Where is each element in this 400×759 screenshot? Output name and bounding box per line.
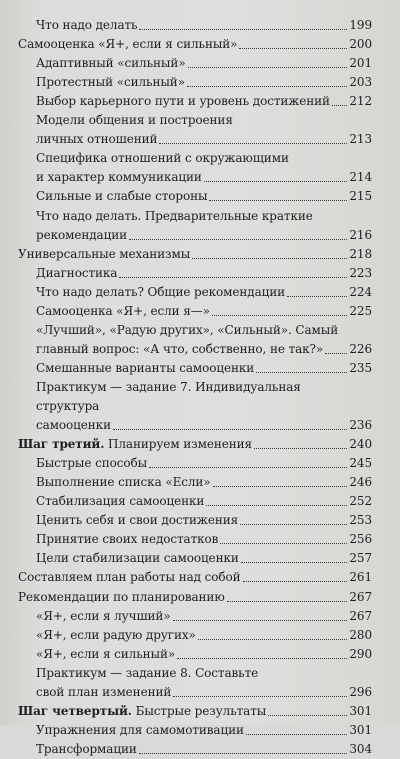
toc-page-number: 261 bbox=[349, 570, 372, 585]
toc-entry-title-line: рекомендации bbox=[36, 227, 127, 242]
toc-page-number: 301 bbox=[349, 703, 372, 718]
toc-entry[interactable] bbox=[0, 435, 400, 454]
toc-entry[interactable] bbox=[0, 187, 400, 206]
toc-entry[interactable] bbox=[0, 702, 400, 721]
toc-page-number: 296 bbox=[349, 684, 372, 699]
toc-entry[interactable] bbox=[0, 321, 400, 359]
toc-entry-title-line: Специфика отношений с окружающими bbox=[36, 151, 289, 166]
toc-page-number: 257 bbox=[349, 551, 372, 566]
dot-leader bbox=[149, 467, 347, 468]
dot-leader bbox=[192, 258, 347, 259]
toc-page-number: 267 bbox=[349, 589, 372, 604]
toc-entry-title-line: Выполнение списка «Если» bbox=[36, 475, 211, 490]
toc-entry-title-line: «Я+, если радую других» bbox=[36, 627, 196, 642]
toc-entry-title-line: «Лучший», «Радую других», «Сильный». Самый bbox=[36, 322, 339, 337]
toc-entry-title-line: «Я+, если я лучший» bbox=[36, 608, 171, 623]
dot-leader bbox=[241, 562, 347, 563]
toc-page-number: 246 bbox=[349, 475, 372, 490]
toc-entry-title-line: «Я+, если я сильный» bbox=[36, 646, 176, 661]
toc-entry-title: Быстрые результаты bbox=[135, 703, 267, 718]
toc-entry[interactable] bbox=[0, 492, 400, 511]
toc-entry[interactable] bbox=[0, 73, 400, 92]
toc-entry[interactable] bbox=[0, 207, 400, 245]
toc-entry[interactable] bbox=[0, 245, 400, 264]
dot-leader bbox=[213, 486, 347, 487]
toc-entry[interactable] bbox=[0, 378, 400, 435]
toc-entry-title-line: самооценки bbox=[36, 418, 111, 433]
dot-leader bbox=[209, 200, 347, 201]
toc-page-number: 290 bbox=[349, 646, 372, 661]
toc-page-number: 304 bbox=[349, 741, 372, 756]
toc-page-number: 200 bbox=[349, 37, 372, 52]
toc-entry-title-line: Упражнения для самомотивации bbox=[36, 722, 244, 737]
toc-entry[interactable] bbox=[0, 626, 400, 645]
toc-entry[interactable] bbox=[0, 35, 400, 54]
toc-entry-title-line: Стабилизация самооценки bbox=[36, 494, 205, 509]
dot-leader bbox=[239, 48, 347, 49]
toc-entry-title-line: Что надо делать bbox=[36, 18, 138, 32]
toc-entry[interactable] bbox=[0, 740, 400, 759]
toc-entry[interactable] bbox=[0, 283, 400, 302]
toc-entry[interactable] bbox=[0, 111, 400, 149]
toc-entry-title-line: Принятие своих недостатков bbox=[36, 532, 219, 547]
dot-leader bbox=[173, 620, 347, 621]
toc-page-number: 225 bbox=[349, 303, 372, 318]
dot-leader bbox=[325, 353, 347, 354]
dot-leader bbox=[187, 86, 347, 87]
toc-page-number: 203 bbox=[349, 75, 372, 90]
dot-leader bbox=[332, 105, 347, 106]
toc-entry-title-line: Что надо делать? Общие рекомендации bbox=[36, 284, 286, 299]
toc-entry-title: Планируем изменения bbox=[108, 437, 253, 452]
toc-page-number: 240 bbox=[349, 437, 372, 452]
toc-entry-title-line: Выбор карьерного пути и уровень достижений bbox=[36, 94, 330, 109]
toc-entry-title-line: Быстрые способы bbox=[36, 456, 148, 471]
toc-entry[interactable] bbox=[0, 16, 400, 35]
dot-leader bbox=[119, 277, 347, 278]
dot-leader bbox=[129, 239, 347, 240]
dot-leader bbox=[254, 448, 347, 449]
toc-entry[interactable] bbox=[0, 607, 400, 626]
toc-entry-title-line: Сильные и слабые стороны bbox=[36, 189, 208, 204]
dot-leader bbox=[287, 296, 347, 297]
toc-page-number: 252 bbox=[349, 494, 372, 509]
toc-entry-title-line: Что надо делать. Предварительные краткие bbox=[36, 208, 313, 223]
toc-entry[interactable] bbox=[0, 588, 400, 607]
toc-entry-title-line: Практикум — задание 7. Индивидуальная bbox=[36, 379, 301, 394]
toc-entry[interactable] bbox=[0, 454, 400, 473]
toc-entry[interactable] bbox=[0, 302, 400, 321]
toc-entry-title-line: структура bbox=[36, 398, 100, 413]
toc-entry-title-line: Самооценка «Я+, если я—» bbox=[36, 303, 210, 318]
dot-leader bbox=[204, 181, 347, 182]
toc-entry[interactable] bbox=[0, 549, 400, 568]
toc-page-number: 256 bbox=[349, 532, 372, 547]
toc-entry-title-line: Ценить себя и свои достижения bbox=[36, 513, 239, 528]
toc-page-number: 213 bbox=[349, 132, 372, 147]
dot-leader bbox=[177, 658, 347, 659]
toc-entry[interactable] bbox=[0, 645, 400, 664]
toc-page-number: 215 bbox=[349, 189, 372, 204]
toc-entry[interactable] bbox=[0, 359, 400, 378]
toc-entry[interactable] bbox=[0, 149, 400, 187]
dot-leader bbox=[159, 143, 347, 144]
dot-leader bbox=[212, 315, 347, 316]
dot-leader bbox=[220, 543, 347, 544]
toc-step-heading: Шаг третий. bbox=[18, 437, 105, 452]
toc-entry-title-line: личных отношений bbox=[36, 132, 158, 147]
dot-leader bbox=[139, 29, 347, 30]
toc-page-number: 226 bbox=[349, 341, 372, 356]
toc-entry-title-line: Протестный «сильный» bbox=[36, 75, 185, 90]
toc-entry-title-line bbox=[18, 435, 252, 454]
toc-step-heading: Шаг четвертый. bbox=[18, 703, 132, 718]
toc-entry-title-line: главный вопрос: «А что, собственно, не так?» bbox=[36, 341, 324, 356]
toc-entry[interactable] bbox=[0, 664, 400, 702]
toc-entry-title-line: Смешанные варианты самооценки bbox=[36, 360, 255, 375]
toc-entry[interactable] bbox=[0, 511, 400, 530]
toc-page-number: 245 bbox=[349, 456, 372, 471]
toc-entry-title-line: Адаптивный «сильный» bbox=[36, 56, 186, 71]
dot-leader bbox=[198, 639, 347, 640]
toc-page-number: 235 bbox=[349, 360, 372, 375]
dot-leader bbox=[188, 67, 348, 68]
toc-entry[interactable] bbox=[0, 568, 400, 587]
toc-page-number: 301 bbox=[349, 722, 372, 737]
dot-leader bbox=[243, 581, 347, 582]
toc-entry-title-line: и характер коммуникации bbox=[36, 170, 202, 185]
toc-page-number: 199 bbox=[349, 18, 372, 32]
toc-entry[interactable] bbox=[0, 721, 400, 740]
toc-page-number: 236 bbox=[349, 418, 372, 433]
toc-entry-title-line: Диагностика bbox=[36, 265, 118, 280]
toc-entry-title-line: Практикум — задание 8. Составьте bbox=[36, 665, 259, 680]
toc-entry[interactable] bbox=[0, 92, 400, 111]
toc-entry-title-line: свой план изменений bbox=[36, 684, 172, 699]
toc-entry-title-line: Самооценка «Я+, если я сильный» bbox=[18, 37, 238, 52]
toc-entry[interactable] bbox=[0, 54, 400, 73]
dot-leader bbox=[173, 696, 347, 697]
toc-page-number: 214 bbox=[349, 170, 372, 185]
toc-page-number: 224 bbox=[349, 284, 372, 299]
dot-leader bbox=[240, 524, 347, 525]
toc-entry-title-line: Рекомендации по планированию bbox=[18, 589, 225, 604]
dot-leader bbox=[268, 715, 347, 716]
toc-entry-title-line bbox=[18, 702, 266, 721]
toc-page-number: 223 bbox=[349, 265, 372, 280]
toc-page-number: 212 bbox=[349, 94, 372, 109]
toc-page-number: 218 bbox=[349, 246, 372, 261]
toc-page-number: 280 bbox=[349, 627, 372, 642]
toc-page-number: 267 bbox=[349, 608, 372, 623]
dot-leader bbox=[246, 734, 347, 735]
toc-entry[interactable] bbox=[0, 473, 400, 492]
dot-leader bbox=[113, 429, 347, 430]
toc-page-number: 216 bbox=[349, 227, 372, 242]
toc-entry-title-line: Универсальные механизмы bbox=[18, 246, 191, 261]
toc-entry[interactable] bbox=[0, 264, 400, 283]
dot-leader bbox=[139, 753, 347, 754]
toc-page-number: 253 bbox=[349, 513, 372, 528]
toc-entry[interactable] bbox=[0, 530, 400, 549]
dot-leader bbox=[206, 505, 347, 506]
toc-entry-title-line: Трансформации bbox=[36, 741, 137, 756]
toc-entry-title-line: Модели общения и построения bbox=[36, 113, 233, 128]
toc-entry-title-line: Цели стабилизации самооценки bbox=[36, 551, 239, 566]
toc-entry-title-line: Составляем план работы над собой bbox=[18, 570, 241, 585]
toc-page-number: 201 bbox=[349, 56, 372, 71]
dot-leader bbox=[256, 372, 347, 373]
dot-leader bbox=[227, 601, 347, 602]
